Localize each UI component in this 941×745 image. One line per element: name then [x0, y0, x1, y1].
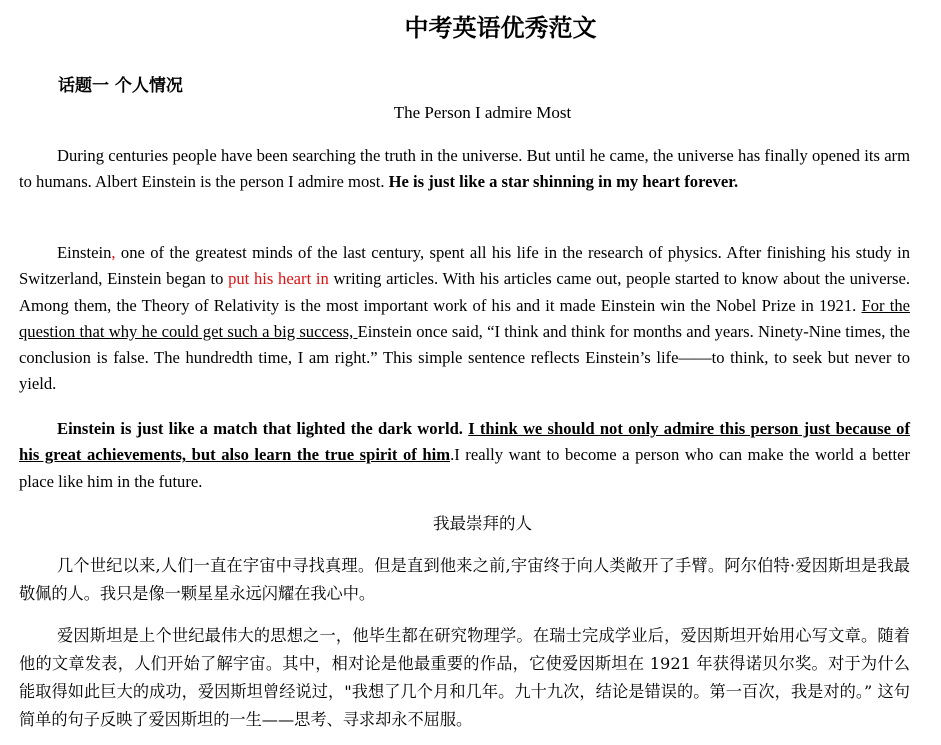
chinese-essay-title: 我最崇拜的人 — [433, 514, 532, 533]
paragraph-3-bold-sentence: Einstein is just like a match that lighted the dark world. — [57, 419, 469, 438]
paragraph-2-text-d: Einstein once said, “I think and think for months and years. Ninety-Nine times, the conclusion is false. The hundredth time, I am right.” This simple sentence reflects Einstein’s life——to think, to seek but never to yield. — [19, 321, 910, 394]
paragraph-1-bold-sentence: He is just like a star shinning in my heart forever. — [388, 172, 739, 192]
topic-heading: 话题一 个人情况 — [58, 76, 183, 96]
paragraph-2-red-phrase: put his heart in — [228, 269, 329, 289]
english-paragraph-1 — [19, 143, 910, 196]
paragraph-2-text-b: one of the greatest minds of the last century, spent all his life in the research of physics. After finishing his study in Switzerland, Einstein began to — [19, 243, 910, 289]
english-paragraph-2 — [19, 240, 910, 398]
paragraph-1-text: During centuries people have been searching the truth in the universe. But until he came, the universe has finally opened its arm to humans. Albert Einstein is the person I admire most. — [19, 146, 910, 192]
paragraph-2-red-comma: , — [111, 243, 116, 262]
paragraph-2-text-c: writing articles. With his articles came out, people started to know about the universe. Among them, the Theory of Relativity is the most important work of his and it made Einstein win the Nobel Prize in 1921. — [19, 269, 910, 315]
chinese-paragraph-1: 几个世纪以来,人们一直在宇宙中寻找真理。但是直到他来之前,宇宙终于向人类敞开了手臂。阿尔伯特·爱因斯坦是我最敬佩的人。我只是像一颗星星永远闪耀在我心中。 — [19, 556, 910, 603]
paragraph-2-underlined-phrase: For the question that why he could get such a big success, — [19, 295, 910, 341]
paragraph-3-text: .I really want to become a person who can make the world a better place like him in the future. — [19, 445, 910, 491]
document-title: 中考英语优秀范文 — [404, 13, 597, 42]
paragraph-2-text-a: Einstein — [57, 243, 112, 262]
paragraph-3-bold-underlined-sentence: I think we should not only admire this person just because of his great achievements, but also learn the true spirit of him — [19, 419, 910, 465]
english-paragraph-3 — [19, 416, 910, 495]
english-essay-title: The Person I admire Most — [393, 103, 572, 122]
chinese-paragraph-2: 爱因斯坦是上个世纪最伟大的思想之一，他毕生都在研究物理学。在瑞士完成学业后，爱因斯坦开始用心写文章。随着他的文章发表，人们开始了解宇宙。其中，相对论是他最重要的作品，它使爱因斯坦在 1921 年获得诺贝尔奖。对于为什么能取得如此巨大的成功，爱因斯坦曾经说过，"我想了几个月和几年。九十九次，结论是错误的。第一百次，我是对的。” 这句简单的句子反映了爱因斯坦的一生——思考、寻求却永不屈服。 — [19, 626, 910, 729]
